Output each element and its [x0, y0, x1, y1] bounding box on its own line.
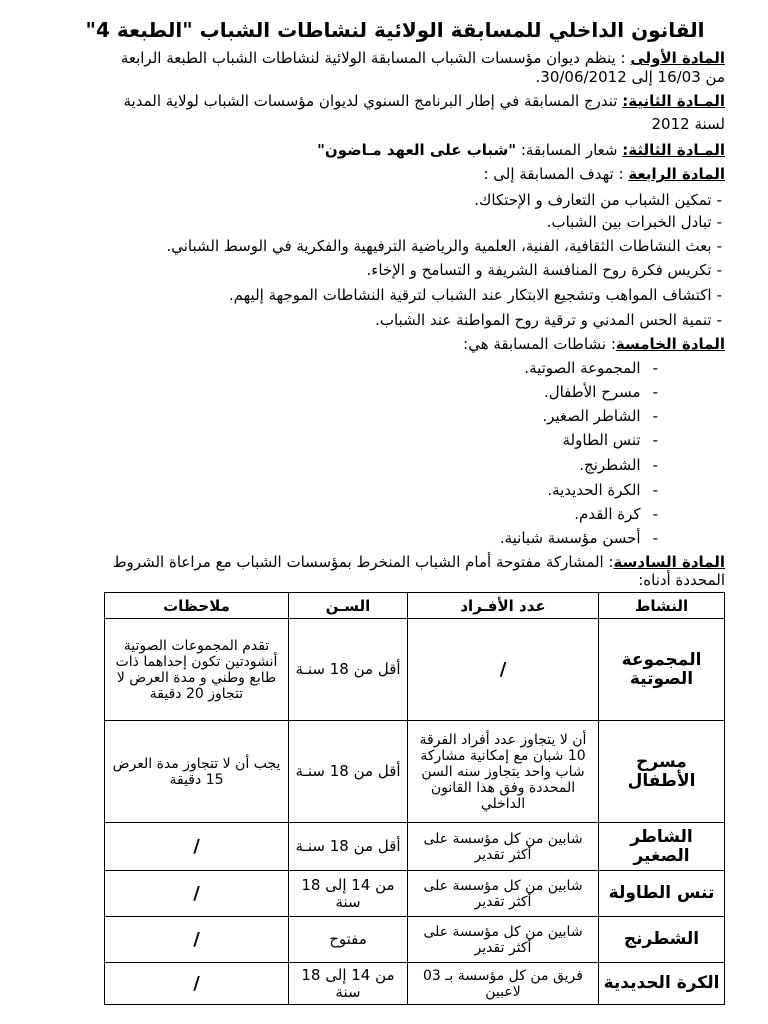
article-1-text: : ينظم ديوان مؤسسات الشباب المسابقة الولائية لنشاطات الشباب الطبعة الرابعة [120, 49, 631, 67]
table-row [105, 963, 725, 1005]
article-4-text: : تهدف المسابقة إلى : [483, 165, 629, 183]
age-cell: مفتوح [289, 917, 408, 963]
age-cell: أقل من 18 سنـة [289, 721, 408, 823]
bullet-marker: - [652, 407, 658, 425]
objective-text: تمكين الشباب من التعارف و الإحتكاك. [474, 191, 712, 209]
activity-list-text: الشاطر الصغير. [542, 407, 641, 425]
activity-cell: مسرح الأطفال [599, 721, 725, 823]
participants-cell: شابين من كل مؤسسة على أكثر تقدير [408, 917, 599, 963]
bullet-marker: - [652, 481, 658, 499]
objective-item [65, 283, 722, 307]
article-1-label: المادة الأولى [630, 49, 725, 67]
article-4-label: المادة الرابعة [628, 165, 725, 183]
header-activity: النشاط [599, 593, 725, 619]
article-6-label: المادة السادسة [613, 553, 725, 571]
document-title: القانون الداخلي للمسابقة الولائية لنشاطات الشباب "الطبعة 4" [85, 18, 705, 42]
article-2-continuation: لسنة 2012 [651, 115, 725, 133]
bullet-marker: - [652, 359, 658, 377]
bullet-marker: - [716, 261, 722, 279]
article-2-label: المـادة الثانية: [622, 92, 725, 110]
conditions-table [104, 592, 725, 1005]
participants-cell: / [408, 619, 599, 721]
objective-item [65, 188, 722, 212]
notes-cell: تقدم المجموعات الصوتية أنشودتين تكون إحداهما ذات طابع وطني و مدة العرض لا تتجاوز 20 دقيقة [105, 619, 289, 721]
objective-text: اكتشاف المواهب وتشجيع الابتكار عند الشباب لترقية النشاطات الموجهة إليهم. [228, 286, 712, 304]
bullet-marker: - [652, 431, 658, 449]
activity-list-item [118, 502, 658, 526]
activity-list-text: مسرح الأطفال. [543, 383, 641, 401]
article-3-label: المـادة الثالثة: [622, 141, 725, 159]
age-cell: من 14 إلى 18 سنة [289, 963, 408, 1005]
article-4-line [65, 162, 725, 186]
activity-cell: الشاطر الصغير [599, 823, 725, 871]
activity-list-item [118, 380, 658, 404]
objective-item [65, 210, 722, 234]
activity-cell: الكرة الحديدية [599, 963, 725, 1005]
header-age: السـن [289, 593, 408, 619]
table-row [105, 721, 725, 823]
bullet-marker: - [716, 237, 722, 255]
activity-list-item [118, 356, 658, 380]
bullet-marker: - [652, 456, 658, 474]
age-cell: أقل من 18 سنـة [289, 823, 408, 871]
activity-cell: الشطرنج [599, 917, 725, 963]
objective-item [65, 308, 722, 332]
activity-list-text: أحسن مؤسسة شبانية. [499, 529, 641, 547]
article-3-line [65, 138, 725, 162]
activity-list-item [118, 404, 658, 428]
bullet-marker: - [652, 529, 658, 547]
activity-cell: المجموعة الصوتية [599, 619, 725, 721]
table-row [105, 823, 725, 871]
header-participants: عدد الأفـراد [408, 593, 599, 619]
objective-text: تكريس فكرة روح المنافسة الشريفة و التسامح و الإخاء. [366, 261, 712, 279]
bullet-marker: - [716, 311, 722, 329]
article-1-continuation: من 16/03 إلى 30/06/2012. [535, 68, 725, 86]
table-row [105, 619, 725, 721]
activity-list-text: كرة القدم. [574, 505, 641, 523]
article-6-text: : المشاركة مفتوحة أمام الشباب المنخرط بمؤسسات الشباب مع مراعاة الشروط [112, 553, 614, 571]
activity-list-item [118, 428, 658, 452]
activity-list-text: المجموعة الصوتية. [524, 359, 641, 377]
article-5-text: : نشاطات المسابقة هي: [463, 335, 616, 353]
header-notes: ملاحظات [105, 593, 289, 619]
notes-cell: يجب أن لا تتجاوز مدة العرض 15 دقيقة [105, 721, 289, 823]
objective-item [65, 258, 722, 282]
article-2-line [65, 89, 725, 113]
participants-cell: شابين من كل مؤسسة على أكثر تقدير [408, 871, 599, 917]
age-cell: أقل من 18 سنـة [289, 619, 408, 721]
activity-list-item [118, 526, 658, 550]
participants-cell: أن لا يتجاوز عدد أفراد الفرقة 10 شبان مع إمكانية مشاركة شاب واحد يتجاوز سنه السن المحددة وفق هذا القانون الداخلي [408, 721, 599, 823]
activity-list-item [118, 453, 658, 477]
table-header-row [105, 593, 725, 619]
article-2-text: تندرج المسابقة في إطار البرنامج السنوي لديوان مؤسسات الشباب لولاية المدية [123, 92, 623, 110]
participants-cell: فريق من كل مؤسسة بـ 03 لاعبين [408, 963, 599, 1005]
bullet-marker: - [716, 286, 722, 304]
objective-text: تنمية الحس المدني و ترقية روح المواطنة عند الشباب. [375, 311, 712, 329]
age-cell: من 14 إلى 18 سنة [289, 871, 408, 917]
article-5-line [65, 332, 725, 356]
bullet-marker: - [716, 191, 722, 209]
table-row [105, 871, 725, 917]
notes-cell: / [105, 871, 289, 917]
bullet-marker: - [716, 213, 722, 231]
objective-text: تبادل الخبرات بين الشباب. [546, 213, 712, 231]
objective-item [65, 234, 722, 258]
activity-list-text: تنس الطاولة [562, 431, 641, 449]
competition-slogan: "شباب على العهد مـاضون" [317, 141, 517, 159]
notes-cell: / [105, 917, 289, 963]
activity-cell: تنس الطاولة [599, 871, 725, 917]
participants-cell: شابين من كل مؤسسة على أكثر تقدير [408, 823, 599, 871]
table-row [105, 917, 725, 963]
article-6-continuation: المحددة أدناه: [638, 571, 725, 589]
article-5-label: المادة الخامسة [615, 335, 725, 353]
bullet-marker: - [652, 505, 658, 523]
activity-list-text: الشطرنج. [579, 456, 641, 474]
objective-text: بعث النشاطات الثقافية، الفنية، العلمية والرياضية الترفيهية والفكرية في الوسط الشباني. [166, 237, 712, 255]
article-3-text: شعار المسابقة: [516, 141, 623, 159]
activity-list-item [118, 478, 658, 502]
notes-cell: / [105, 963, 289, 1005]
bullet-marker: - [652, 383, 658, 401]
activity-list-text: الكرة الحديدية. [547, 481, 641, 499]
notes-cell: / [105, 823, 289, 871]
